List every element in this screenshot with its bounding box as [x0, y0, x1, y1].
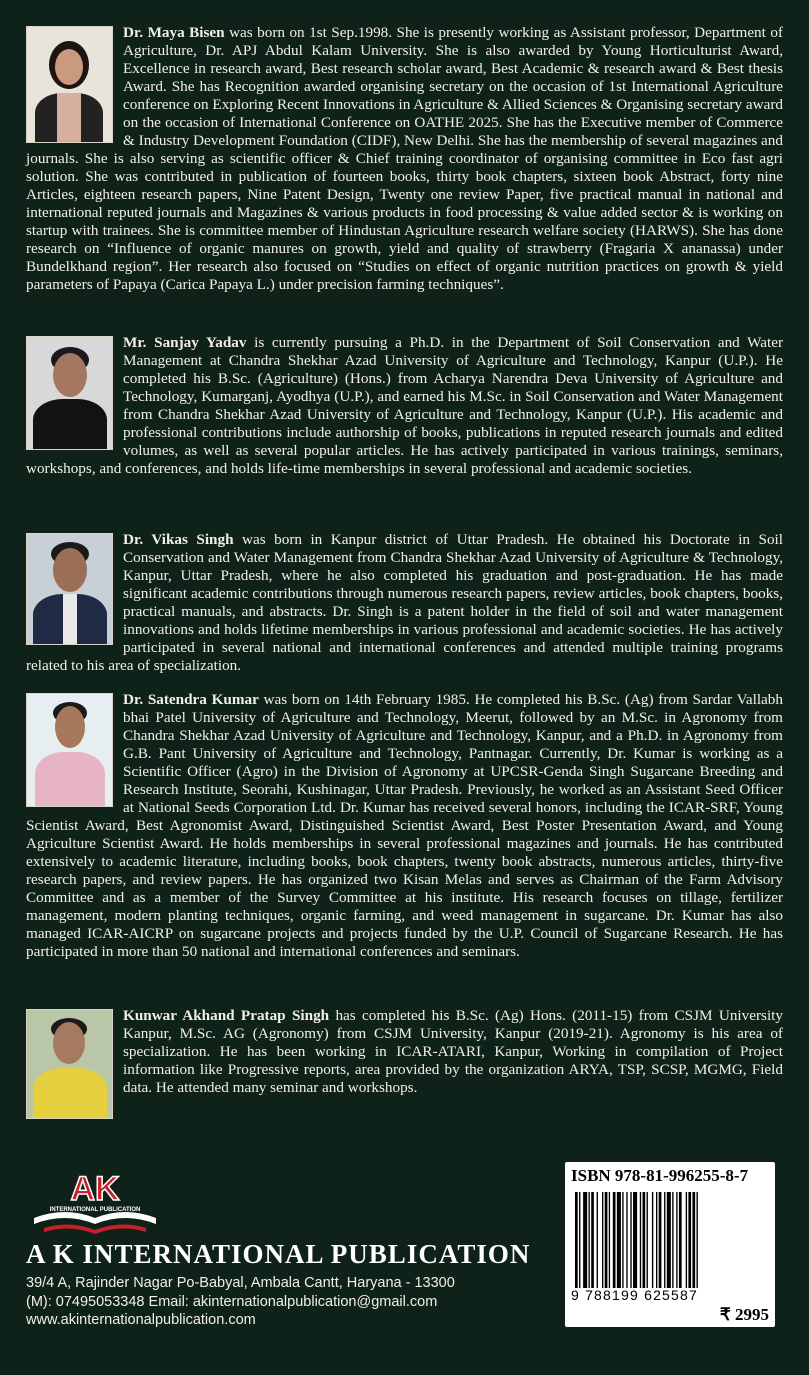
bio-sanjay-yadav: [26, 334, 783, 478]
author-photo-kunwar-akhand-pratap-singh: [26, 1009, 113, 1119]
author-photo-satendra-kumar: [26, 693, 113, 807]
author-bio-text: was born in Kanpur district of Uttar Pradesh. He obtained his Doctorate in Soil Conservation and Water Management from Chandra Shekhar Azad University of Agriculture & Technology, Kanpur, Uttar Pradesh, where he also completed his graduation and post-graduation. He has made significant academic contributions through numerous research papers, review articles, book chapters, books, practical manuals, and abstracts. Dr. Singh is a patent holder in the field of soil and water management innovations and holds lifetime memberships in various professional and academic societies. He has actively participated in several national and international conferences and attended multiple training programs related to his area of specialization.: [26, 531, 783, 674]
logo-subtext: INTERNATIONAL PUBLICATION: [49, 1207, 141, 1213]
logo-text: AK: [70, 1170, 120, 1208]
author-photo-vikas-singh: [26, 533, 113, 645]
publisher-address: 39/4 A, Rajinder Nagar Po-Babyal, Ambala Cantt, Haryana - 13300: [26, 1275, 455, 1291]
author-bio-text: was born on 14th February 1985. He completed his B.Sc. (Ag) from Sardar Vallabh bhai Patel University of Agriculture and Technology, Meerut, followed by an M.Sc. in Agronomy from Chandra Shekhar Azad University of Agriculture and Technology, Kanpur, and a Ph.D. in Agronomy from G.B. Pant University of Agriculture and Technology, Pantnagar. Currently, Dr. Kumar is working as a Scientific Officer (Agro) in the Division of Agronomy at UPCSR-Genda Singh Sugarcane Breeding and Research Institute, Seorahi, Kushinagar, Uttar Pradesh. Previously, he worked as an Assistant Seed Officer at National Seeds Corporation Ltd. Dr. Kumar has received several honors, including the ICAR-SRF, Young Scientist Award, Best Agronomist Award, Distinguished Scientist Award, Best Poster Presentation Award, and Young Agriculture Scientist Award. He holds memberships in several professional magazines and journals. He has contributed extensively to academic literature, including books, book chapters, twenty book abstracts, numerous articles, thirty-five research papers, and review papers. He has organized two Kisan Melas and serves as Chairman of the Farm Advisory Committee and as a member of the Survey Committee at his institute. His research focuses on tillage, fertilizer management, modern planting techniques, organic farming, and weed management in sugarcane. Dr. Kumar has also managed ICAR-AICRP on sugarcane projects and projects funded by the U.P. Council of Sugarcane Research. He has participated in more than 50 national and international conferences and seminars.: [26, 691, 783, 960]
barcode-icon: [573, 1192, 767, 1288]
author-photo-sanjay-yadav: [26, 336, 113, 450]
barcode-number: 9 788199 625587: [571, 1287, 698, 1303]
author-name: Dr. Maya Bisen: [123, 24, 225, 41]
author-name: Dr. Vikas Singh: [123, 531, 234, 548]
bio-vikas-singh: [26, 531, 783, 675]
author-bio-text: was born on 1st Sep.1998. She is presently working as Assistant professor, Department of Agriculture, Dr. APJ Abdul Kalam University. She is also awarded by Young Horticulturist Award, Excellence in research award, Best research scholar award, Best Academic & research award & Best thesis Award. She has Recognition awarded organising secretary on the occasion of 1st International Agriculture conference on Exploring Recent Innovations in Agriculture & Allied Sciences & Organising secretary award on the occasion of International Conference on OATHE 2025. She has the Executive member of Commerce & Industry Development Foundation (CIDF), New Delhi. She has the membership of several magazines and journals. She is also serving as scientific officer & Chief training coordinator of organising committee in Eco fast agri solution. She was contributed in publication of fourteen books, thirty book chapters, sixteen book Abstract, forty nine Articles, eighteen research papers, Nine Patent Design, Twenty one review Paper, five practical manual in national and international reputed journals and Magazines & various products in food processing & value added sector & is working on startup with trainees. She is committee member of Hindustan Agriculture research welfare society (HARWS). She has done research on “Influence of organic manures on growth, yield and quality of strawberry (Fragaria X ananassa) under Bundelkhand region”. Her research also focused on “Studies on effect of organic nutrition practices on growth & yield parameters of Papaya (Carica Papaya L.) under precision farming techniques”.: [26, 24, 783, 293]
bio-kunwar-akhand-pratap-singh: [26, 1007, 783, 1123]
author-name: Dr. Satendra Kumar: [123, 691, 259, 708]
author-name: Mr. Sanjay Yadav: [123, 334, 247, 351]
publisher-website: www.akinternationalpublication.com: [26, 1312, 256, 1328]
publisher-name: A K INTERNATIONAL PUBLICATION: [26, 1239, 531, 1269]
publisher-logo-icon: [30, 1160, 160, 1240]
author-name: Kunwar Akhand Pratap Singh: [123, 1007, 330, 1024]
isbn-barcode-box: [565, 1162, 775, 1327]
bio-satendra-kumar: [26, 691, 783, 961]
bio-maya-bisen: [26, 24, 783, 294]
author-bio-text: is currently pursuing a Ph.D. in the Department of Soil Conservation and Water Management at Chandra Shekhar Azad University of Agriculture and Technology, Kanpur (U.P.). He completed his B.Sc. (Agriculture) (Hons.) from Acharya Narendra Deva University of Agriculture and Technology, Kumarganj, Ayodhya (U.P.), and earned his M.Sc. in Soil Conservation and Water Management from Chandra Shekhar Azad University of Agriculture and Technology, Kanpur (U.P.). His academic and professional contributions include authorship of books, publications in reputed research journals and edited volumes, as well as several popular articles. He has actively participated in various trainings, seminars, workshops, and conferences, and holds life-time memberships in several professional and academic societies.: [26, 334, 784, 477]
author-bio-text: has completed his B.Sc. (Ag) Hons. (2011-15) from CSJM University Kanpur, M.Sc. AG (Agronomy) from CSJM University, Kanpur (2019-21). Agronomy is his area of specialization. He has been working in ICAR-ATARI, Kanpur, Working in compilation of Project information like Progressive reports, area provided by the organization ARYA, TSP, SCSP, MGMG, Field data. He attended many seminar and workshops.: [123, 1007, 783, 1096]
price: ₹ 2995: [719, 1305, 769, 1324]
publisher-contact: (M): 07495053348 Email: akinternationalpublication@gmail.com: [26, 1294, 438, 1310]
author-photo-maya-bisen: [26, 26, 113, 143]
isbn-label: ISBN 978-81-996255-8-7: [571, 1166, 749, 1185]
